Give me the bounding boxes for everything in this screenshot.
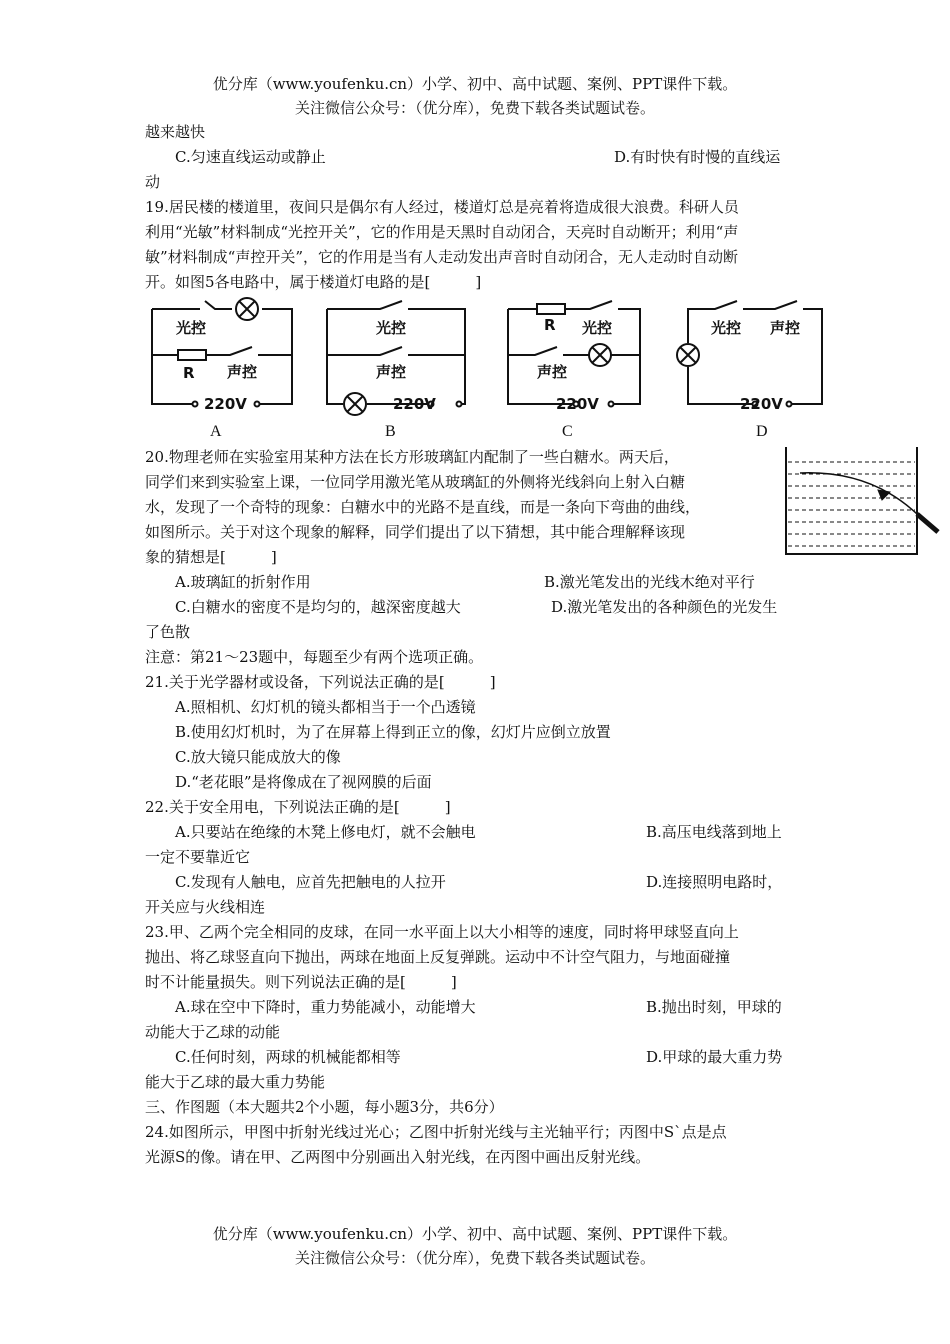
q20-stem-2: 同学们来到实验室上课，一位同学用激光笔从玻璃缸的外侧将光线斜向上射入白糖 (145, 473, 686, 491)
circuit-d (677, 301, 822, 407)
q24-stem-2: 光源S的像。请在甲、乙两图中分别画出入射光线，在丙图中画出反射光线。 (145, 1148, 651, 1166)
q23-option-b-cont: 动能大于乙球的动能 (145, 1023, 281, 1041)
circuit-a-voltage-label: 220V (204, 395, 247, 413)
q24-stem-1: 24.如图所示，甲图中折射光线过光心；乙图中折射光线与主光轴平行；丙图中S`点是点 (145, 1123, 727, 1141)
circuit-d-letter: D (756, 423, 768, 440)
q22-option-b: B.高压电线落到地上 (646, 823, 782, 841)
footer-line-1: 优分库（www.youfenku.cn）小学、初中、高中试题、案例、PPT课件下载。 (212, 1225, 738, 1243)
circuit-a-r-label: R (183, 364, 195, 382)
q23-option-a: A.球在空中下降时，重力势能减小，动能增大 (175, 998, 476, 1016)
q20-option-b: B.激光笔发出的光线木绝对平行 (544, 573, 755, 591)
q21-option-c: C.放大镜只能成放大的像 (175, 748, 341, 766)
q21-stem: 21.关于光学器材或设备，下列说法正确的是[ ] (145, 673, 496, 691)
circuit-c-sound-label: 声控 (537, 363, 568, 381)
q22-option-c: C.发现有人触电，应首先把触电的人拉开 (175, 873, 446, 891)
q21-option-b: B.使用幻灯机时，为了在屏幕上得到正立的像，幻灯片应倒立放置 (175, 723, 611, 741)
q23-stem-1: 23.甲、乙两个完全相同的皮球，在同一水平面上以大小相等的速度，同时将甲球竖直向上 (145, 923, 739, 941)
q19-stem-1: 19.居民楼的楼道里，夜间只是偶尔有人经过，楼道灯总是亮着将造成很大浪费。科研人员 (145, 198, 739, 216)
circuit-a (152, 298, 292, 407)
q21-option-a: A.照相机、幻灯机的镜头都相当于一个凸透镜 (175, 698, 476, 716)
circuit-a-light-label: 光控 (176, 319, 207, 337)
footer-line-2: 关注微信公众号：（优分库），免费下载各类试题试卷。 (294, 1249, 655, 1267)
section-3-title: 三、作图题（本大题共2个小题，每小题3分，共6分） (145, 1098, 504, 1116)
q22-option-b-cont: 一定不要靠近它 (145, 848, 251, 866)
q21-option-d: D.“老花眼”是将像成在了视网膜的后面 (175, 773, 432, 791)
circuit-b-sound-label: 声控 (376, 363, 407, 381)
circuit-c-letter: C (562, 423, 573, 440)
multi-choice-note: 注意：第21～23题中，每题至少有两个选项正确。 (145, 648, 484, 666)
q23-option-c: C.任何时刻，两球的机械能都相等 (175, 1048, 401, 1066)
circuit-c-light-label: 光控 (582, 319, 613, 337)
q19-stem-2: 利用“光敏”材料制成“光控开关”，它的作用是天黑时自动闭合，天亮时自动断开；利用“声 (145, 223, 739, 241)
q20-option-d-cont: 了色散 (145, 623, 191, 641)
circuit-a-letter: A (210, 423, 222, 440)
q20-option-d: D.激光笔发出的各种颜色的光发生 (551, 598, 778, 616)
q18-option-d: D.有时快有时慢的直线运 (614, 148, 781, 166)
q23-option-d: D.甲球的最大重力势 (646, 1048, 783, 1066)
circuit-d-sound-label: 声控 (770, 319, 801, 337)
q20-option-c: C.白糖水的密度不是均匀的，越深密度越大 (175, 598, 461, 616)
q19-stem-4: 开。如图5各电路中，属于楼道灯电路的是[ ] (145, 273, 482, 291)
header-line-2: 关注微信公众号：（优分库），免费下载各类试题试卷。 (294, 99, 655, 117)
circuit-c (508, 301, 640, 407)
circuit-a-sound-label: 声控 (227, 363, 258, 381)
q23-option-d-cont: 能大于乙球的最大重力势能 (145, 1073, 326, 1091)
q18-continuation: 越来越快 (145, 123, 206, 141)
circuit-b-light-label: 光控 (376, 319, 407, 337)
circuit-b-letter: B (385, 423, 396, 440)
q18-option-d-cont: 动 (145, 173, 161, 191)
circuit-c-voltage-label: 220V (556, 395, 599, 413)
q20-stem-4: 如图所示。关于对这个现象的解释，同学们提出了以下猜想，其中能合理解释该现 (145, 523, 686, 541)
q20-option-a: A.玻璃缸的折射作用 (175, 573, 311, 591)
q18-option-c: C.匀速直线运动或静止 (175, 148, 326, 166)
q19-stem-3: 敏”材料制成“声控开关”，它的作用是当有人走动发出声音时自动闭合，无人走动时自动断 (145, 248, 739, 266)
circuit-c-r-label: R (544, 316, 556, 334)
q22-option-a: A.只要站在绝缘的木凳上修电灯，就不会触电 (175, 823, 476, 841)
q22-stem: 22.关于安全用电，下列说法正确的是[ ] (145, 798, 451, 816)
q20-stem-1: 20.物理老师在实验室用某种方法在长方形玻璃缸内配制了一些白糖水。两天后， (145, 448, 679, 466)
circuit-d-light-label: 光控 (711, 319, 742, 337)
q23-stem-2: 抛出、将乙球竖直向下抛出，两球在地面上反复弹跳。运动中不计空气阻力，与地面碰撞 (145, 948, 731, 966)
header-line-1: 优分库（www.youfenku.cn）小学、初中、高中试题、案例、PPT课件下载。 (212, 75, 738, 93)
q20-stem-3: 水，发现了一个奇特的现象：白糖水中的光路不是直线，而是一条向下弯曲的曲线， (145, 498, 701, 516)
glass-tank-figure (786, 447, 938, 554)
q23-stem-3: 时不计能量损失。则下列说法正确的是[ ] (145, 973, 457, 991)
q22-option-d-cont: 开关应与火线相连 (145, 898, 266, 916)
circuit-d-voltage-label: 220V (740, 395, 783, 413)
q23-option-b: B.抛出时刻，甲球的 (646, 998, 782, 1016)
circuit-b-voltage-label: 220V (393, 395, 436, 413)
q20-stem-5: 象的猜想是[ ] (145, 548, 277, 566)
q22-option-d: D.连接照明电路时， (646, 873, 783, 891)
